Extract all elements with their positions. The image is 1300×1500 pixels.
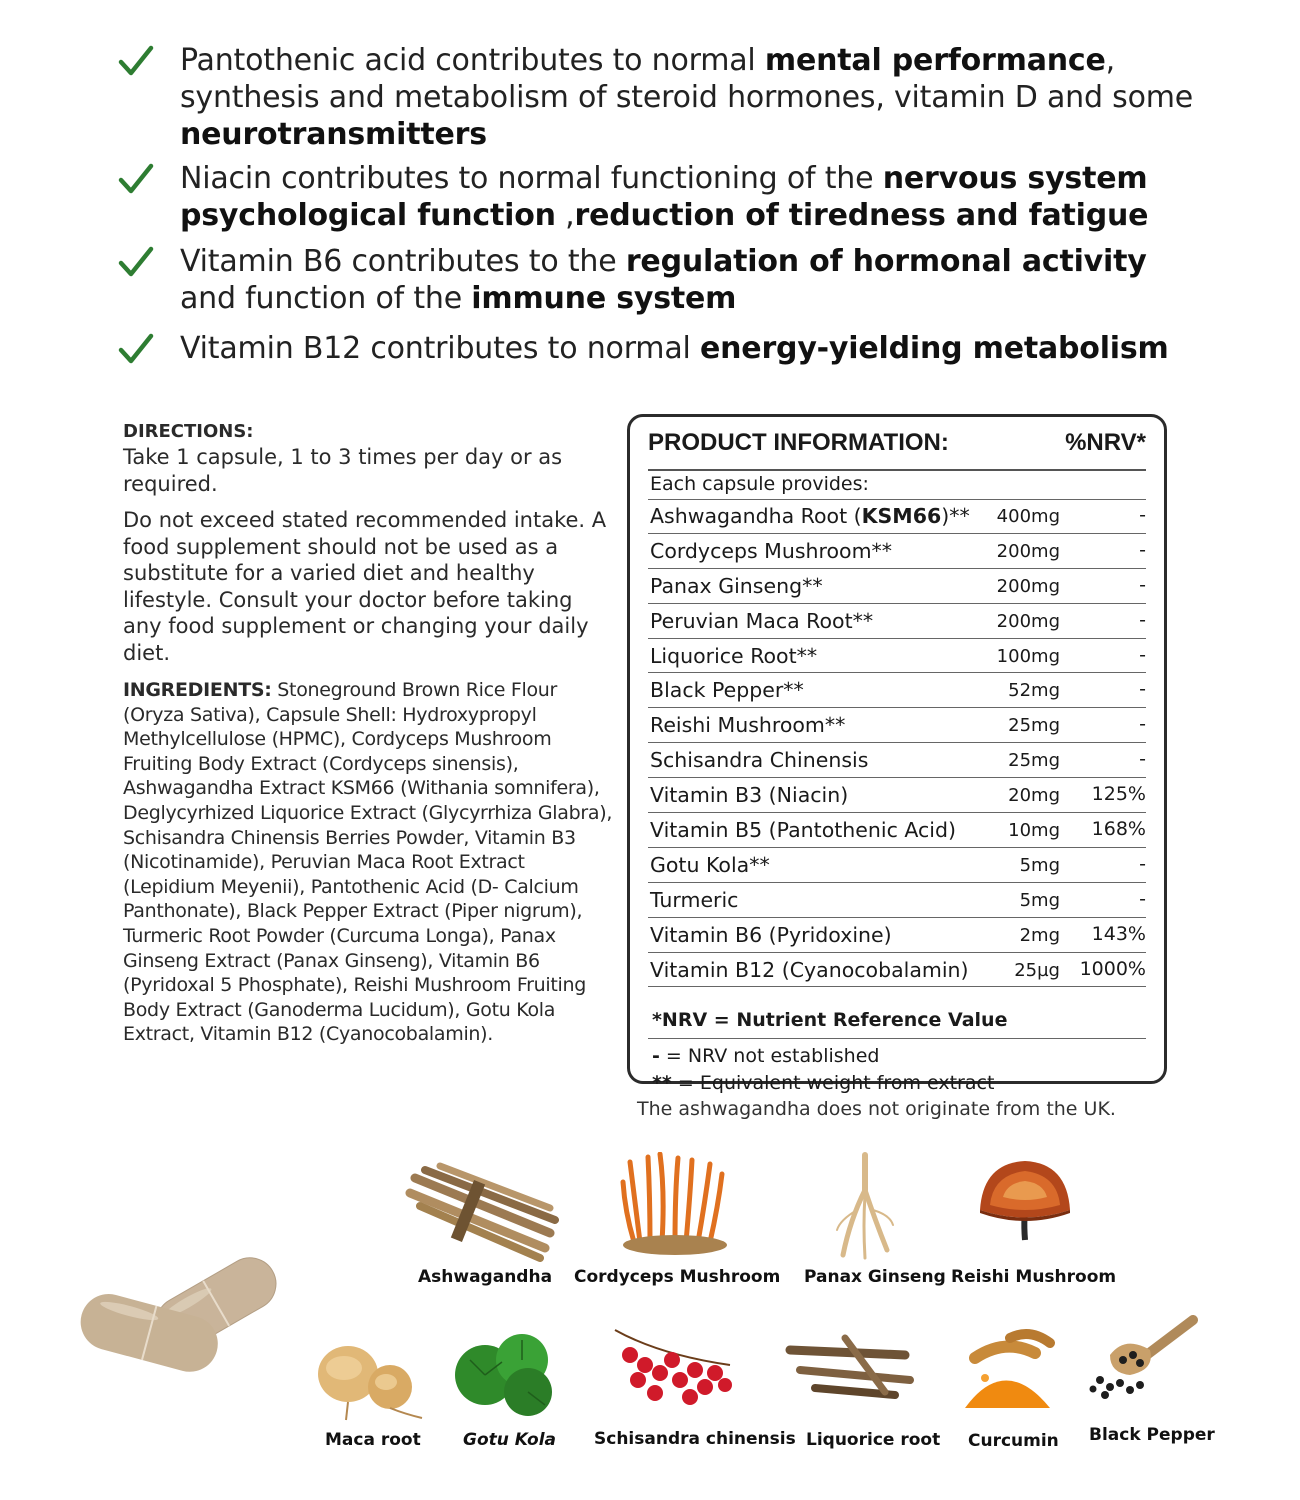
amount-cell: 5mg — [1019, 889, 1060, 911]
gotu-kola-label: Gotu Kola — [463, 1430, 557, 1450]
cordyceps-label: Cordyceps Mushroom — [574, 1267, 781, 1287]
table-row — [648, 778, 1146, 813]
table-row — [648, 534, 1146, 569]
liquorice-image — [785, 1330, 915, 1405]
benefit-highlight: regulation of hormonal activity — [625, 244, 1147, 279]
provides-label: Each capsule provides: — [648, 469, 1146, 500]
product-information-table — [627, 414, 1167, 1094]
benefit-run: and function of the — [180, 281, 472, 316]
table-row — [648, 708, 1146, 743]
amount-cell: 200mg — [996, 540, 1060, 562]
ingredient-name: Peruvian Maca Root** — [650, 608, 874, 633]
ingredient-cell — [650, 713, 845, 737]
footnote-divider — [648, 1038, 1146, 1039]
dash-footnote-text: = NRV not established — [659, 1045, 880, 1067]
ingredient-name: Black Pepper** — [650, 678, 804, 703]
amount-cell: 25mg — [1008, 750, 1060, 772]
schisandra-image — [610, 1325, 740, 1415]
table-row — [648, 499, 1146, 534]
liquorice-label: Liquorice root — [806, 1430, 941, 1450]
nrv-cell: 125% — [1091, 783, 1146, 806]
table-row — [648, 953, 1146, 988]
table-title: PRODUCT INFORMATION: — [648, 429, 949, 456]
star-symbol: ** — [652, 1072, 672, 1094]
nrv-header: %NRV* — [1065, 429, 1146, 456]
nrv-cell: 143% — [1091, 922, 1146, 945]
ingredient-name: Liquorice Root** — [650, 643, 818, 668]
table-row — [648, 743, 1146, 778]
benefit-highlight: energy-yielding metabolism — [700, 331, 1169, 366]
amount-cell: 52mg — [1008, 680, 1060, 702]
schisandra-label: Schisandra chinensis — [594, 1429, 796, 1449]
ingredient-cell — [650, 923, 892, 947]
ingredient-name: Vitamin B3 (Niacin) — [650, 783, 849, 808]
ingredient-name: Turmeric — [650, 887, 739, 912]
directions-section — [123, 420, 613, 1047]
nrv-cell: - — [1139, 573, 1146, 596]
nrv-footnote: *NRV = Nutrient Reference Value — [652, 1009, 1008, 1031]
amount-cell: 100mg — [996, 645, 1060, 667]
origin-note: The ashwagandha does not originate from the UK. — [637, 1098, 1116, 1120]
reishi-image — [975, 1155, 1075, 1250]
ingredient-name: Panax Ginseng** — [650, 573, 823, 598]
ingredient-cell — [650, 888, 738, 912]
ingredient-cell — [650, 748, 868, 772]
ingredient-name: Vitamin B5 (Pantothenic Acid) — [650, 818, 956, 843]
star-footnote-text: = Equivalent weight from extract — [671, 1072, 995, 1094]
benefit-text — [180, 243, 1200, 317]
amount-cell: 25mg — [1008, 715, 1060, 737]
ingredient-name: Reishi Mushroom** — [650, 713, 846, 738]
ingredient-name: Gotu Kola** — [650, 852, 770, 877]
ingredient-cell — [650, 574, 823, 598]
benefit-run: Pantothenic acid contributes to normal — [180, 43, 765, 78]
benefit-highlight: immune system — [471, 281, 737, 316]
checkmark-icon — [118, 162, 154, 196]
benefit-run: , — [555, 198, 575, 233]
ingredient-cell — [650, 853, 770, 877]
benefit-text — [180, 160, 1200, 234]
directions-heading: DIRECTIONS: — [123, 421, 254, 442]
ingredients-text — [123, 678, 613, 1047]
nrv-cell: - — [1139, 887, 1146, 910]
ingredient-cell — [650, 539, 892, 563]
nrv-cell: - — [1139, 713, 1146, 736]
checkmark-icon — [118, 245, 154, 279]
benefit-text — [180, 42, 1200, 153]
amount-cell: 10mg — [1008, 820, 1060, 842]
table-row — [648, 813, 1146, 848]
table-row — [648, 639, 1146, 674]
ingredient-cell — [650, 609, 873, 633]
nrv-cell: - — [1139, 608, 1146, 631]
nrv-cell: 168% — [1091, 818, 1146, 841]
ingredients-heading: INGREDIENTS: — [123, 679, 272, 701]
table-row — [648, 673, 1146, 708]
amount-cell: 5mg — [1019, 854, 1060, 876]
checkmark-icon — [118, 332, 154, 366]
nrv-cell: - — [1139, 678, 1146, 701]
ginseng-label: Panax Ginseng — [804, 1267, 946, 1287]
ashwagandha-label: Ashwagandha — [418, 1267, 553, 1287]
black-pepper-image — [1085, 1315, 1200, 1405]
nrv-cell: - — [1139, 748, 1146, 771]
amount-cell: 200mg — [996, 575, 1060, 597]
ingredient-cell — [650, 818, 956, 842]
ingredient-cell — [650, 644, 817, 668]
benefit-run: Vitamin B12 contributes to normal — [180, 331, 700, 366]
nrv-cell: - — [1139, 852, 1146, 875]
amount-cell: 25µg — [1014, 959, 1060, 981]
ingredient-name: Vitamin B12 (Cyanocobalamin) — [650, 957, 969, 982]
ingredient-cell — [650, 958, 969, 982]
ingredient-name-suffix: )** — [941, 504, 970, 528]
ginseng-image — [835, 1150, 895, 1260]
curcumin-label: Curcumin — [968, 1431, 1059, 1451]
benefit-run: Niacin contributes to normal functioning of the — [180, 161, 883, 196]
amount-cell: 2mg — [1019, 924, 1060, 946]
amount-cell: 20mg — [1008, 785, 1060, 807]
table-rows — [648, 499, 1146, 987]
directions-text: Take 1 capsule, 1 to 3 times per day or as required. — [123, 445, 563, 496]
table-header — [648, 427, 1146, 471]
black-pepper-label: Black Pepper — [1089, 1425, 1215, 1445]
table-row — [648, 918, 1146, 953]
table-row — [648, 569, 1146, 604]
table-row — [648, 883, 1146, 918]
amount-cell: 200mg — [996, 610, 1060, 632]
curcumin-image — [955, 1318, 1060, 1413]
directions-warning: Do not exceed stated recommended intake. A food supplement should not be used as a substitute for a varied diet and healthy lifestyle. Consult your doctor before taking any food supplement or changing your daily diet. — [123, 508, 607, 665]
ingredient-name: Cordyceps Mushroom** — [650, 538, 893, 563]
maca-image — [310, 1322, 425, 1422]
nrv-cell: - — [1139, 643, 1146, 666]
ingredient-name-bold: KSM66 — [861, 504, 942, 528]
reishi-label: Reishi Mushroom — [951, 1267, 1117, 1287]
capsules-image — [70, 1220, 285, 1380]
ingredient-name: Ashwagandha Root ( — [650, 504, 862, 528]
dash-symbol: - — [652, 1045, 660, 1067]
benefit-run: Vitamin B6 contributes to the — [180, 244, 626, 279]
maca-label: Maca root — [325, 1430, 421, 1450]
ingredients-list: Stoneground Brown Rice Flour (Oryza Sativa), Capsule Shell: Hydroxypropyl Methylcellulose (HPMC), Cordyceps Mushroom Fruiting Body Extract (Cordyceps sinensis), Ashwagandha Extract KSM66 (Withania somnifera), Deglycyrhized Liquorice Extract (Glycyrrhiza Glabra), Schisandra Chinensis Berries Powder, Vitamin B3 (Nicotinamide), Peruvian Maca Root Extract (Lepidium Meyenii), Pantothenic Acid (D- Calcium Panthonate), Black Pepper Extract (Piper nigrum), Turmeric Root Powder (Curcuma Longa), Panax Ginseng Extract (Panax Ginseng), Vitamin B6 (Pyridoxal 5 Phosphate), Reishi Mushroom Fruiting Body Extract (Ganoderma Lucidum), Gotu Kola Extract, Vitamin B12 (Cyanocobalamin). — [123, 679, 613, 1046]
table-row — [648, 604, 1146, 639]
ingredient-cell — [650, 783, 848, 807]
benefit-highlight: mental performance — [764, 43, 1106, 78]
benefit-highlight: nervous system psychological function — [180, 161, 1148, 233]
benefit-highlight: neurotransmitters — [180, 117, 487, 152]
ingredient-cell — [650, 504, 970, 528]
checkmark-icon — [118, 44, 154, 78]
dash-footnote — [652, 1045, 879, 1067]
nrv-cell: - — [1139, 538, 1146, 561]
benefit-highlight: reduction of tiredness and fatigue — [574, 198, 1149, 233]
ingredient-name: Vitamin B6 (Pyridoxine) — [650, 922, 892, 947]
nrv-cell: - — [1139, 504, 1146, 526]
star-footnote — [652, 1072, 994, 1094]
benefit-run: , synthesis and metabolism of steroid hormones, vitamin D and some — [180, 43, 1194, 115]
cordyceps-image — [620, 1152, 730, 1257]
amount-cell: 400mg — [996, 506, 1060, 527]
gotu-kola-image — [450, 1330, 560, 1420]
benefit-text — [180, 330, 1200, 367]
ashwagandha-image — [400, 1158, 560, 1268]
table-row — [648, 848, 1146, 883]
ingredient-name: Schisandra Chinensis — [650, 748, 869, 773]
nrv-cell: 1000% — [1079, 957, 1146, 980]
ingredient-cell — [650, 678, 804, 702]
